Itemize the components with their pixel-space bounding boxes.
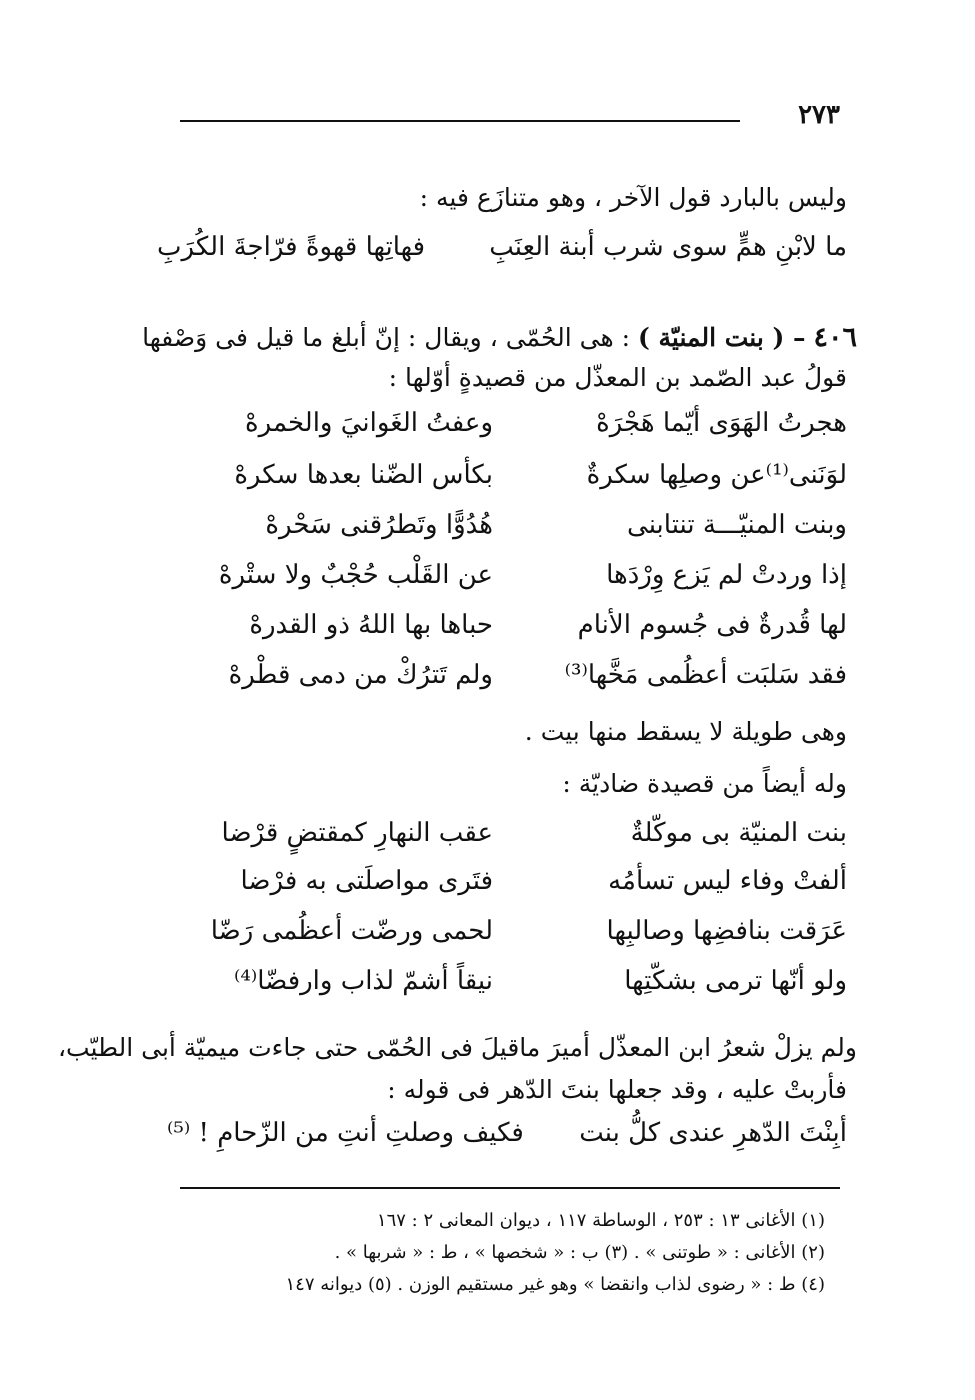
closing-verse-right: أبِنْتَ الدّهرِ عندى كلُّ بنت (579, 1118, 847, 1148)
intro-verse-right: ما لابْنِ همٍّ سوى شرب أبنة العِنَبِ (489, 232, 847, 262)
footnote-1: (١) الأغانى ١٣ : ٢٥٣ ، الوساطة ١١٧ ، ديوان المعانى ٢ : ١٦٧ (376, 1210, 825, 1231)
poem2-verse-2-first: ألفتْ وفاء ليس تسأمُه (608, 866, 847, 896)
poem1-verse-4-first: إذا وردتْ لم يَزع وِرْدَها (606, 560, 847, 590)
poem1-verse-2-second: بكأس الضّنا بعدها سكرهْ (234, 460, 493, 490)
poem1-verse-6-second: ولم تَترُكْ من دمى قطْرهْ (228, 660, 493, 690)
poem2-verse-4-first: ولو أنّها ترمى بشكّتِها (624, 966, 847, 996)
entry-number: ٤٠٦ (813, 322, 857, 353)
poem2-verse-1-second: عقب النهارِ كمقتضٍ قرْضا (221, 818, 493, 848)
middle-line-2: وله أيضاً من قصيدة ضاديّة : (562, 769, 847, 798)
entry-heading-rest: : هى الحُمّى ، ويقال : إنّ أبلغ ما قيل فى وَصْفها (142, 323, 631, 352)
poem2-verse-3-second: لحمى ورضّت أعظُمى رَضّا (210, 916, 493, 946)
closing-line-1: ولم يزلْ شعرُ ابن المعذّل أميرَ ماقيلَ فى الحُمّى حتى جاءت ميميّة أبى الطيّب، (57, 1033, 857, 1062)
entry-heading (142, 318, 857, 358)
poem1-verse-2-first: لوَنَنى⁽¹⁾عن وصلِها سكرةٌ (586, 460, 847, 490)
poem1-verse-5-second: حباها بها اللهُ ذو القدرهْ (249, 610, 493, 640)
page-header (180, 100, 840, 140)
poem1-verse-3-second: هُدُوًّا وتَطرُقنى سَحْرهْ (265, 510, 493, 540)
poem1-verse-4-second: عن القَلْب حُجْبٌ ولا ستْرهْ (218, 560, 493, 590)
page-number: ٢٧٣ (798, 100, 840, 130)
poem1-verse-5-first: لها قُدرةٌ فى جُسوم الأنام (577, 610, 847, 640)
middle-line-1: وهى طويلة لا يسقط منها بيت . (524, 717, 847, 746)
poem1-verse-1-first: هجرتُ الهَوَى أيّما هَجْرَهْ (596, 408, 847, 438)
footnote-rule (180, 1187, 840, 1189)
poem2-verse-2-second: فتَرى مواصلَتى به فرْضا (240, 866, 493, 896)
poem2-verse-4-second: نيقاً أشمّ لذاب وارفضّا⁽⁴⁾ (234, 966, 493, 996)
intro-line: وليس بالبارد قول الآخر ، وهو متنازَع فيه : (419, 183, 847, 212)
intro-verse-left: فهاتِها قهوةً فرّاجةَ الكُرَبِ (157, 232, 426, 262)
header-rule (180, 120, 740, 122)
poem1-verse-1-second: وعفتُ الغَوانيَ والخمرهْ (244, 408, 493, 438)
footnote-3: (٤) ط : « رضوى لذاب وانقضا » وهو غير مستقيم الوزن . (٥) ديوانه ١٤٧ (285, 1274, 825, 1295)
footnote-2: (٢) الأغانى : « طوتنى » . (٣) ب : « شخصها » ، ط : « شربها » . (334, 1242, 825, 1263)
closing-line-2: فأربتْ عليه ، وقد جعلها بنتَ الدّهر فى قوله : (387, 1075, 847, 1104)
poem1-verse-6-first: فقد سَلبَت أعظُمى مَخَّها⁽³⁾ (564, 660, 847, 690)
closing-verse (167, 1118, 847, 1148)
poem1-verse-3-first: وبنت المنيّـــة تنتابنى (627, 510, 847, 540)
poem2-verse-3-first: عَرَقت بنافضِها وصالبِها (606, 916, 847, 946)
poem2-verse-1-first: بنت المنيّة بى موكّلةٌ (630, 818, 847, 848)
intro-verse (157, 232, 847, 262)
closing-verse-left: فكيف وصلتِ أنتِ من الزّحامِ ! ⁽⁵⁾ (167, 1118, 524, 1148)
entry-title: – ( بنت المنيّة ) (638, 323, 806, 352)
entry-line-2: قولُ عبد الصّمد بن المعذّل من قصيدةٍ أوّلها : (388, 363, 847, 392)
